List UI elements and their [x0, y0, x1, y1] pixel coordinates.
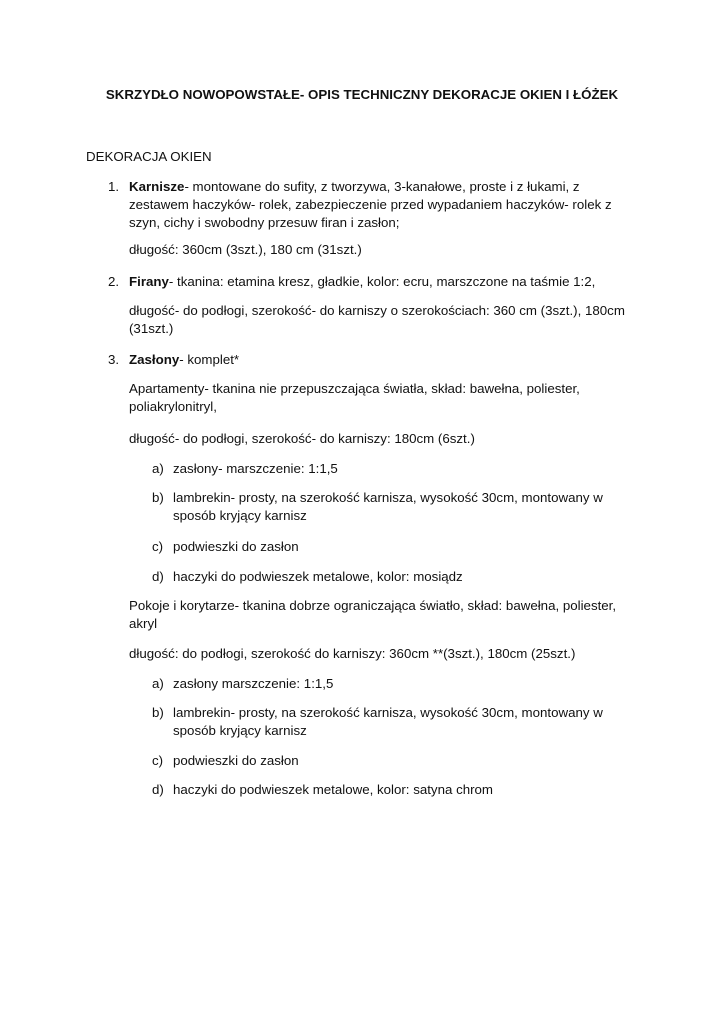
- item-2-text: [129, 273, 639, 291]
- document-title: SKRZYDŁO NOWOPOWSTAŁE- OPIS TECHNICZNY DEKORACJE OKIEN I ŁÓŻEK: [105, 87, 619, 102]
- apartments-sub-b-letter: b): [152, 490, 164, 505]
- rooms-sub-d-text: haczyki do podwieszek metalowe, kolor: satyna chrom: [173, 782, 494, 797]
- item-1-number: 1.: [108, 179, 120, 194]
- item-3-text: [129, 351, 639, 369]
- item-1-desc: - montowane do sufity, z tworzywa, 3-kanałowe, proste i z łukami, z zestawem haczyków- rolek, zabezpieczenie przed wypadaniem haczyków- rolek z szyn, cichy i swobodny przesuw firan i zasłon;: [129, 179, 612, 230]
- apartments-sub-a-text: zasłony- marszczenie: 1:1,5: [173, 461, 338, 476]
- item-1-text: [129, 178, 639, 232]
- item-2-number: 2.: [108, 274, 120, 289]
- item-3-desc: - komplet*: [179, 352, 240, 367]
- apartments-desc: Apartamenty- tkanina nie przepuszczająca światła, skład: bawełna, poliester, poliakrylonitryl,: [129, 381, 580, 414]
- apartments-sub-c-text: podwieszki do zasłon: [173, 539, 299, 554]
- apartments-sub-b-text: lambrekin- prosty, na szerokość karnisza, wysokość 30cm, montowany w sposób kryjący karnisz: [173, 490, 603, 523]
- item-3-number: 3.: [108, 352, 120, 367]
- apartments-sub-d-text: haczyki do podwieszek metalowe, kolor: mosiądz: [173, 569, 463, 584]
- section-heading: DEKORACJA OKIEN: [86, 149, 212, 164]
- rooms-sub-b-text: lambrekin- prosty, na szerokość karnisza, wysokość 30cm, montowany w sposób kryjący karnisz: [173, 705, 603, 738]
- rooms-sub-c-text: podwieszki do zasłon: [173, 753, 299, 768]
- item-2-desc: - tkanina: etamina kresz, gładkie, kolor: ecru, marszczone na taśmie 1:2,: [168, 274, 596, 289]
- item-1-term: Karnisze: [129, 179, 185, 194]
- rooms-sub-c-letter: c): [152, 753, 164, 768]
- rooms-sub-a-letter: a): [152, 676, 164, 691]
- rooms-length: długość: do podłogi, szerokość do karniszy: 360cm **(3szt.), 180cm (25szt.): [129, 646, 576, 661]
- rooms-sub-b-letter: b): [152, 705, 164, 720]
- apartments-sub-d-letter: d): [152, 569, 164, 584]
- apartments-sub-c-letter: c): [152, 539, 164, 554]
- rooms-desc: Pokoje i korytarze- tkanina dobrze ograniczająca światło, skład: bawełna, poliester, akryl: [129, 598, 617, 631]
- rooms-sub-d-letter: d): [152, 782, 164, 797]
- item-3-term: Zasłony: [129, 352, 180, 367]
- rooms-sub-a-text: zasłony marszczenie: 1:1,5: [173, 676, 334, 691]
- item-2-extra: długość- do podłogi, szerokość- do karniszy o szerokościach: 360 cm (3szt.), 180cm (31szt.): [129, 303, 625, 336]
- item-2-term: Firany: [129, 274, 169, 289]
- item-1-extra: długość: 360cm (3szt.), 180 cm (31szt.): [129, 242, 362, 257]
- apartments-length: długość- do podłogi, szerokość- do karniszy: 180cm (6szt.): [129, 431, 475, 446]
- apartments-sub-a-letter: a): [152, 461, 164, 476]
